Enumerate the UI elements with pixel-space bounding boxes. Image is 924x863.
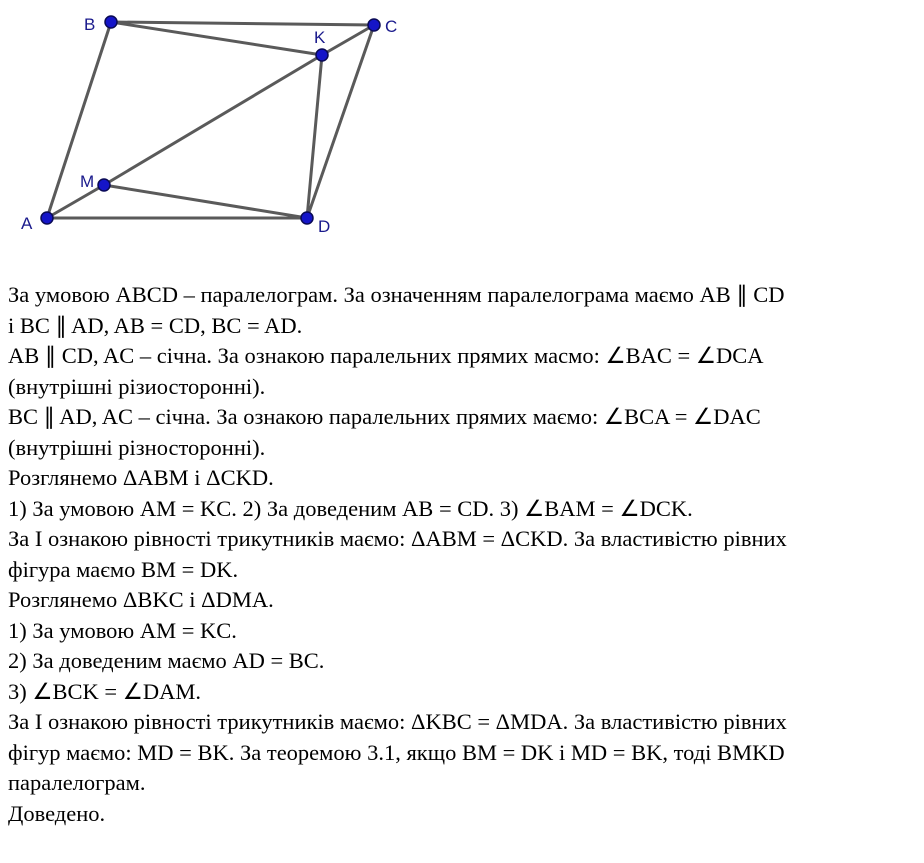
proof-line: 2) За доведеним маємо AD = BC. — [8, 648, 325, 673]
point-c — [368, 19, 380, 31]
label-m: M — [80, 172, 95, 191]
proof-line: Розглянемо ΔABM і ΔCKD. — [8, 465, 274, 490]
point-b — [105, 16, 117, 28]
label-b: B — [84, 15, 96, 34]
segment-bk — [111, 22, 322, 55]
label-d: D — [318, 217, 331, 236]
proof-line: За I ознакою рівності трикутників маємо: ΔKBC = ΔMDA. За властивістю рівних — [8, 709, 787, 734]
label-c: C — [385, 17, 398, 36]
proof-line: 1) За умовою AM = KC. — [8, 617, 237, 643]
proof-text — [8, 280, 920, 829]
segment-md — [104, 185, 307, 218]
proof-line: 1) За умовою AM = KC. 2) За доведеним AB = CD. 3) ∠BAM = ∠DCK. — [8, 495, 693, 521]
label-k: K — [314, 28, 326, 47]
proof-line: Розглянемо ΔBKC і ΔDMA. — [8, 587, 274, 612]
point-m — [98, 179, 110, 191]
proof-line: і BC ∥ AD, AB = CD, BC = AD. — [8, 312, 303, 338]
proof-line: 3) ∠BCK = ∠DAM. — [8, 678, 202, 704]
proof-line: фігур маємо: MD = BK. За теоремою 3.1, якщо BM = DK і MD = BK, тоді BMKD — [8, 739, 785, 765]
proof-line: AB ∥ CD, AC – січна. За ознакою паралельних прямих масмо: ∠BAC = ∠DCA — [8, 343, 764, 368]
label-a: A — [21, 214, 33, 233]
proof-line: паралелограм. — [8, 770, 146, 795]
proof-line: BC ∥ AD, AC – січна. За ознакою паралельних прямих маємо: ∠BCA = ∠DAC — [8, 404, 761, 429]
segment-bc — [111, 22, 374, 25]
proof-line: Доведено. — [8, 800, 106, 826]
parallelogram-diagram — [0, 0, 924, 260]
point-a — [41, 212, 53, 224]
point-d — [301, 212, 313, 224]
proof-line: (внутрішні різносторонні). — [8, 434, 266, 460]
proof-line: фігура маємо BM = DK. — [8, 556, 239, 582]
proof-line: За умовою ABCD – паралелограм. За означенням паралелограма маємо AB ∥ CD — [8, 282, 785, 307]
point-k — [316, 49, 328, 61]
segment-mk — [104, 55, 322, 185]
proof-line: (внутрішні різиосторонні). — [8, 373, 266, 399]
proof-line: За I ознакою рівності трикутників маємо: ΔABM = ΔCKD. За властивістю рівних — [8, 526, 787, 551]
